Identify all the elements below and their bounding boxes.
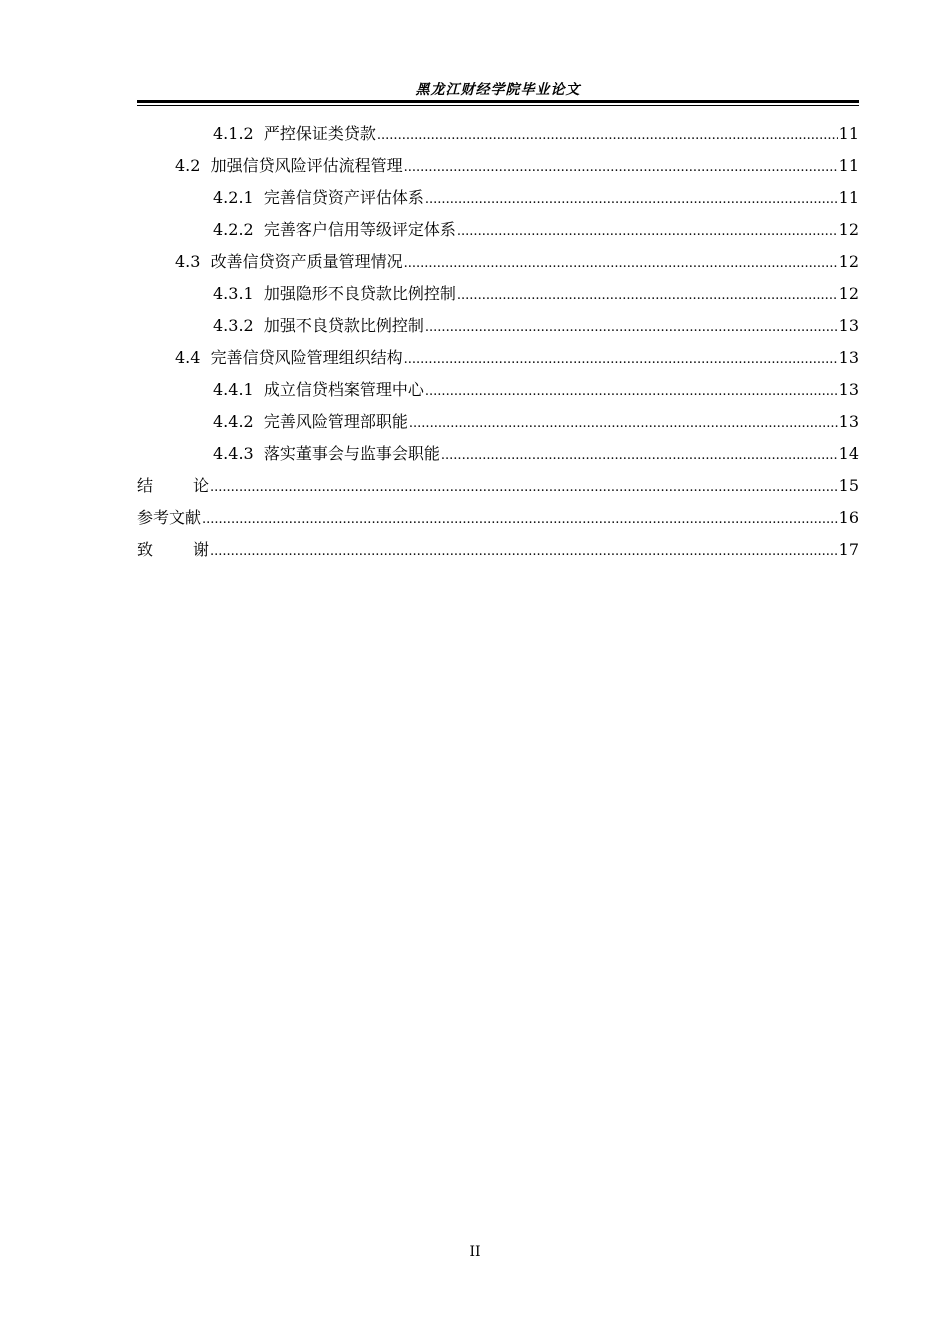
- dot-leader: [441, 440, 838, 472]
- toc-entry-title: 结论: [137, 476, 250, 495]
- toc-entry[interactable]: [137, 118, 859, 150]
- toc-entry-number: 4.1.2: [213, 124, 254, 143]
- toc-entry-title: 严控保证类贷款: [263, 124, 376, 143]
- toc-entry-page: 12: [838, 284, 859, 303]
- toc-entry[interactable]: [137, 278, 859, 310]
- toc-entry-number: 4.3.2: [213, 316, 254, 335]
- header-rule-thin: [137, 105, 859, 106]
- toc-entry[interactable]: [137, 374, 859, 406]
- toc-entry-title: 成立信贷档案管理中心: [263, 380, 424, 399]
- running-header: 黑龙江财经学院毕业论文: [415, 82, 581, 98]
- toc-entry-number: 4.4.1: [213, 380, 254, 399]
- dot-leader: [377, 120, 838, 152]
- dot-leader: [404, 344, 838, 376]
- toc-entry-page: 16: [838, 508, 859, 527]
- toc-entry-title: 改善信贷资产质量管理情况: [210, 252, 403, 271]
- toc-entry-page: 11: [838, 188, 859, 207]
- toc-entry[interactable]: [137, 342, 859, 374]
- toc-entry-title: 完善信贷资产评估体系: [263, 188, 424, 207]
- toc-entry-conclusion[interactable]: [137, 470, 859, 502]
- toc-entry-page: 13: [838, 348, 859, 367]
- toc-entry-title: 加强隐形不良贷款比例控制: [263, 284, 456, 303]
- dot-leader: [425, 376, 838, 408]
- toc-entry-number: 4.2.1: [213, 188, 254, 207]
- toc-entry[interactable]: [137, 182, 859, 214]
- toc-entry-page: 12: [838, 220, 859, 239]
- toc-entry-page: 13: [838, 316, 859, 335]
- table-of-contents: [137, 118, 859, 566]
- toc-entry[interactable]: [137, 406, 859, 438]
- toc-entry-page: 14: [838, 444, 859, 463]
- toc-entry-page: 13: [838, 380, 859, 399]
- toc-entry-title: 完善信贷风险管理组织结构: [210, 348, 403, 367]
- toc-entry[interactable]: [137, 438, 859, 470]
- dot-leader: [425, 184, 838, 216]
- toc-entry-page: 11: [838, 156, 859, 175]
- toc-entry-number: 4.4: [175, 348, 201, 367]
- toc-entry-page: 12: [838, 252, 859, 271]
- toc-entry-title: 致谢: [137, 540, 250, 559]
- dot-leader: [457, 280, 838, 312]
- toc-entry-references[interactable]: [137, 502, 859, 534]
- dot-leader: [404, 248, 838, 280]
- toc-entry[interactable]: [137, 150, 859, 182]
- toc-entry[interactable]: [137, 214, 859, 246]
- toc-entry[interactable]: [137, 246, 859, 278]
- page-number: II: [469, 1244, 481, 1260]
- dot-leader: [404, 152, 838, 184]
- toc-entry-number: 4.4.2: [213, 412, 254, 431]
- toc-entry[interactable]: [137, 310, 859, 342]
- dot-leader: [409, 408, 838, 440]
- toc-entry-number: 4.3: [175, 252, 201, 271]
- dot-leader: [210, 472, 838, 504]
- header-rule-thick: [137, 100, 859, 103]
- toc-entry-page: 17: [838, 540, 859, 559]
- toc-entry-number: 4.2: [175, 156, 201, 175]
- toc-entry-title: 完善风险管理部职能: [263, 412, 408, 431]
- dot-leader: [210, 536, 838, 568]
- toc-entry-title: 加强信贷风险评估流程管理: [210, 156, 403, 175]
- dot-leader: [202, 504, 838, 536]
- toc-entry-acknowledgements[interactable]: [137, 534, 859, 566]
- toc-entry-number: 4.3.1: [213, 284, 254, 303]
- toc-entry-title: 落实董事会与监事会职能: [263, 444, 440, 463]
- toc-entry-title: 完善客户信用等级评定体系: [263, 220, 456, 239]
- dot-leader: [425, 312, 838, 344]
- dot-leader: [457, 216, 838, 248]
- toc-entry-title: 加强不良贷款比例控制: [263, 316, 424, 335]
- toc-entry-page: 15: [838, 476, 859, 495]
- toc-entry-page: 11: [838, 124, 859, 143]
- toc-entry-number: 4.2.2: [213, 220, 254, 239]
- toc-entry-title: 参考文献: [137, 508, 202, 527]
- toc-entry-page: 13: [838, 412, 859, 431]
- toc-entry-number: 4.4.3: [213, 444, 254, 463]
